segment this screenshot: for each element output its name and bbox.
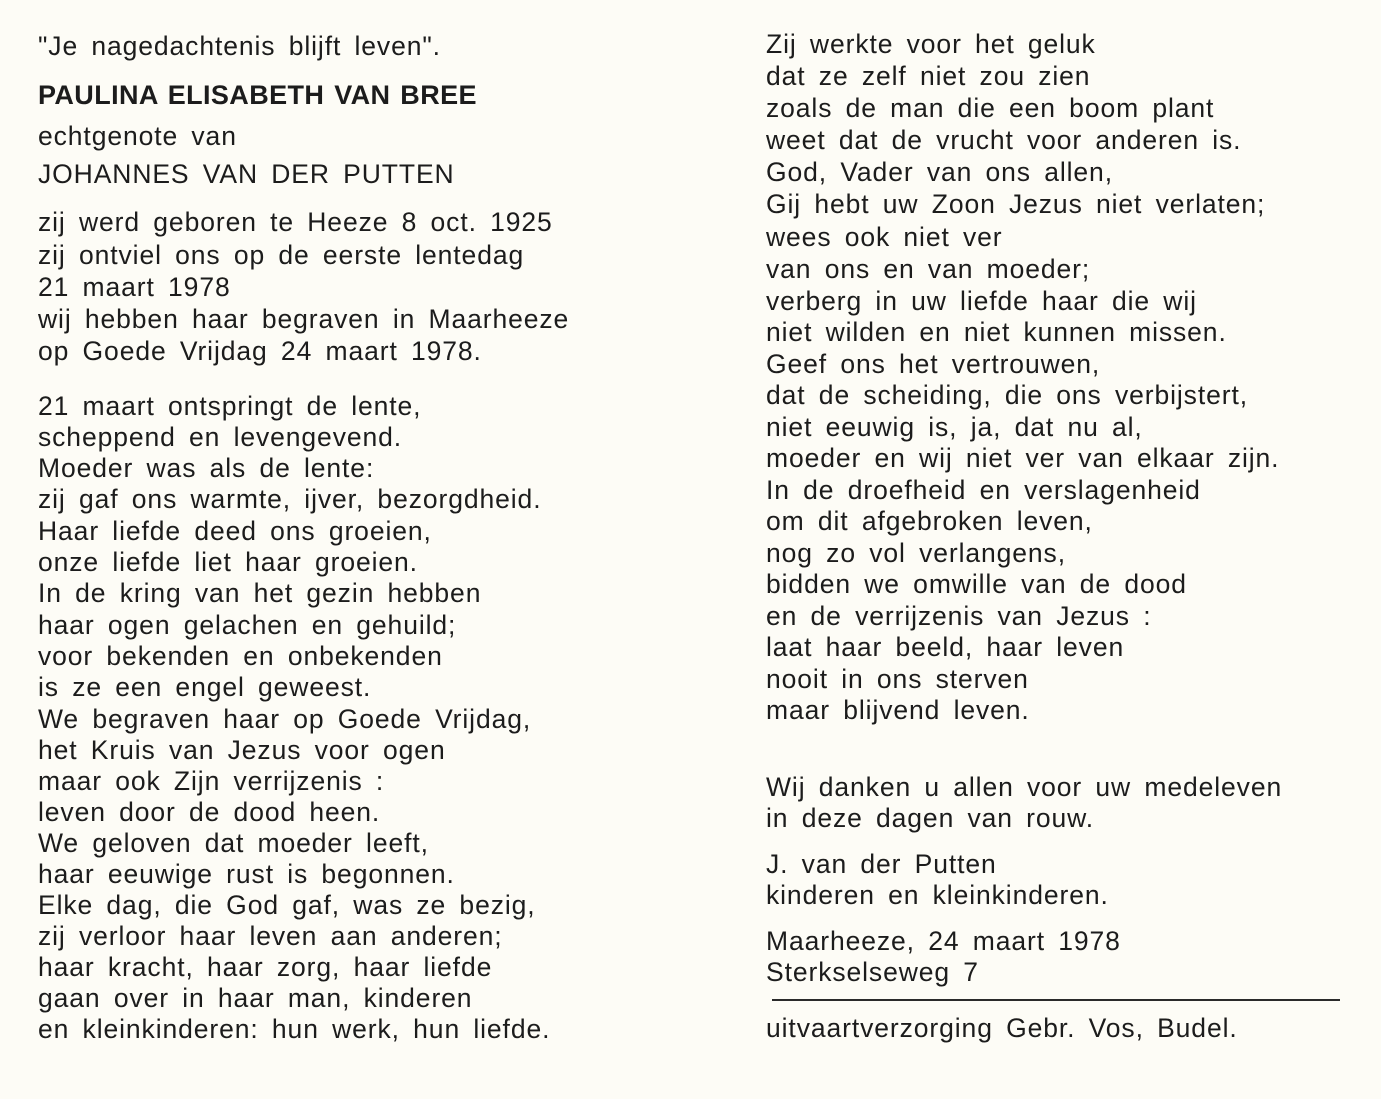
- biography-line: zij werd geboren te Heeze 8 oct. 1925: [38, 207, 553, 237]
- prayer-line: zoals de man die een boom plant: [766, 93, 1215, 123]
- prayer-line: In de droefheid en verslagenheid: [766, 475, 1201, 505]
- poem-line: Haar liefde deed ons groeien,: [38, 516, 432, 546]
- place-date: Maarheeze, 24 maart 1978: [766, 926, 1121, 956]
- poem-line: zij gaf ons warmte, ijver, bezorgdheid.: [38, 484, 542, 514]
- spouse-name: JOHANNES VAN DER PUTTEN: [38, 159, 455, 189]
- prayer-line: laat haar beeld, haar leven: [766, 632, 1125, 662]
- prayer-line: Zij werkte voor het geluk: [766, 29, 1096, 59]
- poem-line: het Kruis van Jezus voor ogen: [38, 735, 446, 765]
- poem-line: 21 maart ontspringt de lente,: [38, 391, 422, 421]
- prayer-line: dat ze zelf niet zou zien: [766, 61, 1091, 91]
- prayer-line: moeder en wij niet ver van elkaar zijn.: [766, 443, 1280, 473]
- poem-line: voor bekenden en onbekenden: [38, 641, 443, 671]
- biography-line: op Goede Vrijdag 24 maart 1978.: [38, 336, 482, 366]
- prayer-line: weet dat de vrucht voor anderen is.: [766, 125, 1242, 155]
- signatory-line: J. van der Putten: [766, 849, 997, 879]
- prayer-line: nog zo vol verlangens,: [766, 538, 1066, 568]
- motto: "Je nagedachtenis blijft leven".: [38, 31, 441, 61]
- poem-line: is ze een engel geweest.: [38, 672, 372, 702]
- prayer-line: verberg in uw liefde haar die wij: [766, 286, 1197, 316]
- poem-line: zij verloor haar leven aan anderen;: [38, 921, 503, 951]
- poem-line: scheppend en levengevend.: [38, 422, 403, 452]
- prayer-line: nooit in ons sterven: [766, 664, 1029, 694]
- thanks-line: Wij danken u allen voor uw medeleven: [766, 772, 1283, 802]
- poem-line: maar ook Zijn verrijzenis :: [38, 766, 385, 796]
- prayer-line: niet wilden en niet kunnen missen.: [766, 317, 1227, 347]
- prayer-line: Gij hebt uw Zoon Jezus niet verlaten;: [766, 189, 1266, 219]
- spouse-intro: echtgenote van: [38, 121, 237, 151]
- prayer-line: wees ook niet ver: [766, 222, 1003, 252]
- poem-line: en kleinkinderen: hun werk, hun liefde.: [38, 1014, 551, 1044]
- address: Sterkselseweg 7: [766, 957, 979, 987]
- prayer-line: dat de scheiding, die ons verbijstert,: [766, 380, 1248, 410]
- prayer-line: en de verrijzenis van Jezus :: [766, 601, 1152, 631]
- poem-line: Moeder was als de lente:: [38, 453, 375, 483]
- poem-line: gaan over in haar man, kinderen: [38, 983, 473, 1013]
- deceased-name: PAULINA ELISABETH VAN BREE: [38, 80, 477, 110]
- poem-line: Elke dag, die God gaf, was ze bezig,: [38, 890, 536, 920]
- prayer-line: van ons en van moeder;: [766, 254, 1091, 284]
- prayer-line: bidden we omwille van de dood: [766, 569, 1187, 599]
- poem-line: In de kring van het gezin hebben: [38, 578, 482, 608]
- poem-line: onze liefde liet haar groeien.: [38, 547, 418, 577]
- divider-line: [772, 999, 1340, 1001]
- prayer-line: niet eeuwig is, ja, dat nu al,: [766, 412, 1143, 442]
- prayer-line: Geef ons het vertrouwen,: [766, 349, 1101, 379]
- undertaker: uitvaartverzorging Gebr. Vos, Budel.: [766, 1013, 1238, 1043]
- biography-line: wij hebben haar begraven in Maarheeze: [38, 304, 570, 334]
- signatory-line: kinderen en kleinkinderen.: [766, 880, 1109, 910]
- poem-line: haar ogen gelachen en gehuild;: [38, 610, 457, 640]
- poem-line: haar eeuwige rust is begonnen.: [38, 859, 455, 889]
- biography-line: 21 maart 1978: [38, 272, 231, 302]
- poem-line: We begraven haar op Goede Vrijdag,: [38, 704, 532, 734]
- poem-line: haar kracht, haar zorg, haar liefde: [38, 952, 493, 982]
- poem-line: We geloven dat moeder leeft,: [38, 828, 429, 858]
- prayer-line: maar blijvend leven.: [766, 695, 1030, 725]
- poem-line: leven door de dood heen.: [38, 797, 381, 827]
- biography-line: zij ontviel ons op de eerste lentedag: [38, 240, 525, 270]
- thanks-line: in deze dagen van rouw.: [766, 803, 1094, 833]
- prayer-line: om dit afgebroken leven,: [766, 506, 1093, 536]
- prayer-line: God, Vader van ons allen,: [766, 157, 1113, 187]
